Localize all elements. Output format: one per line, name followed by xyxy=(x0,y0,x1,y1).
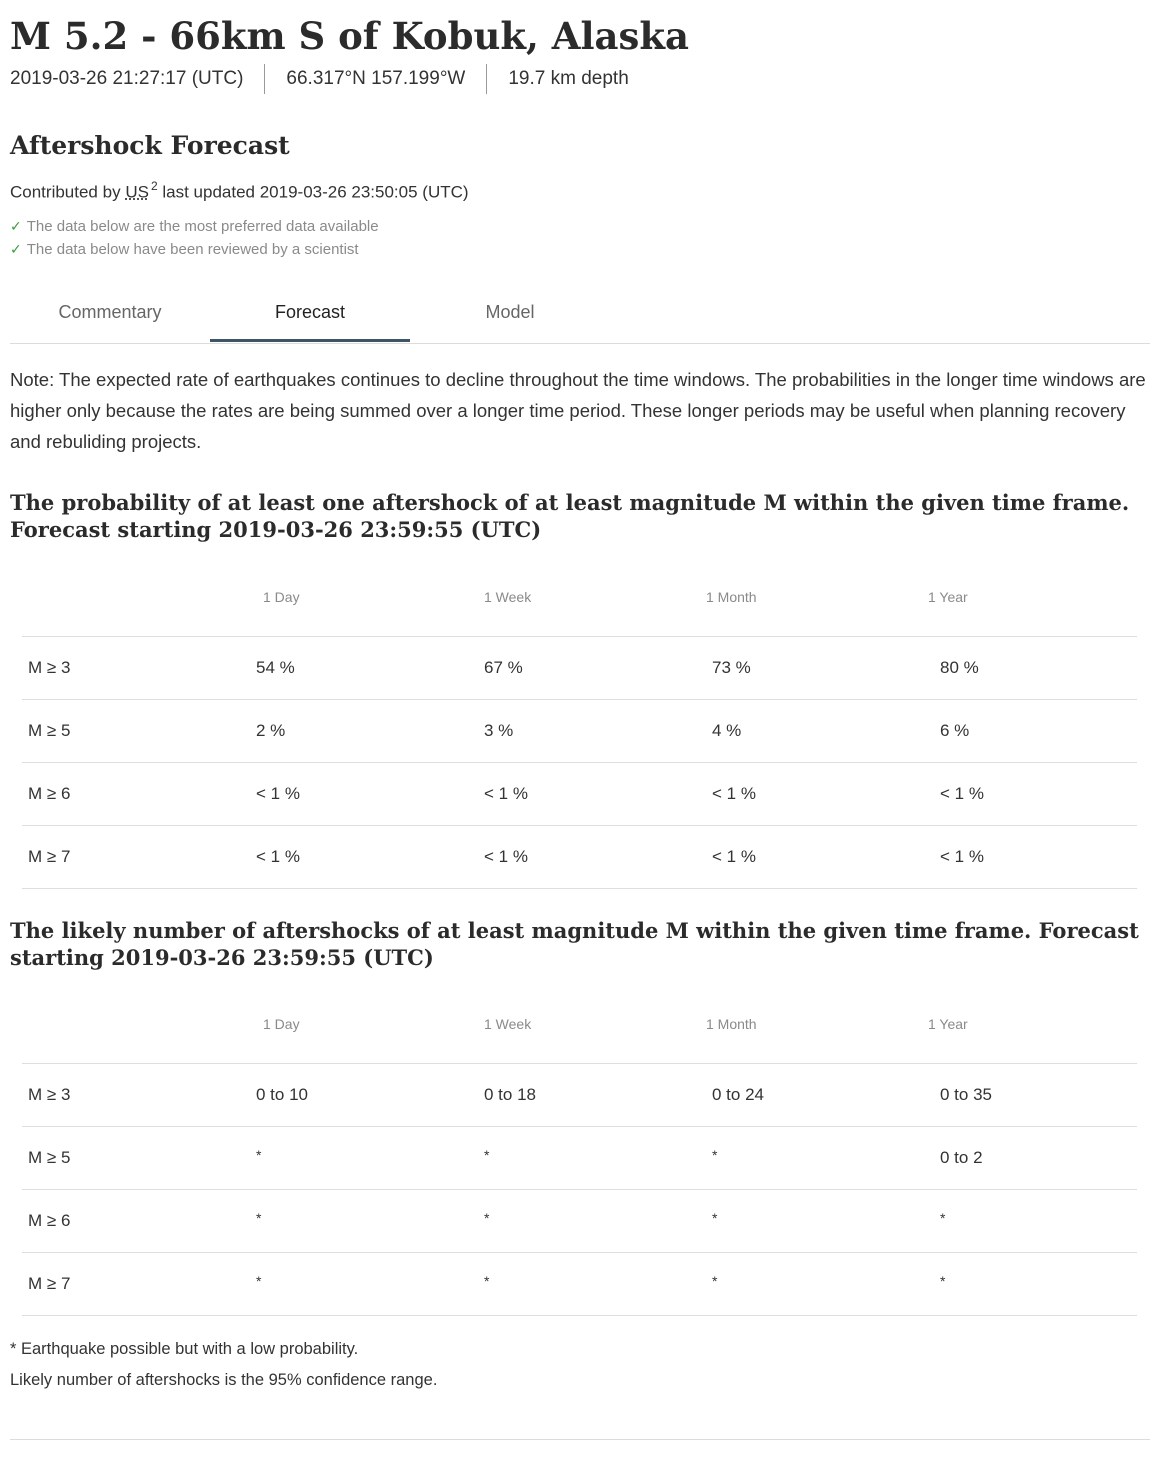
table-cell: < 1 % xyxy=(256,847,300,866)
column-header: 1 Month xyxy=(706,1016,757,1032)
table-row xyxy=(22,700,1137,763)
column-header: 1 Week xyxy=(484,1016,532,1032)
table-row xyxy=(22,826,1137,889)
table-cell: 0 to 2 xyxy=(940,1148,983,1167)
probability-table-heading: The probability of at least one aftershock of at least magnitude M within the given time frame. Forecast starting 2019-03-26 23:59:55 (UTC) xyxy=(10,490,1130,542)
tab-model[interactable]: Model xyxy=(485,302,535,322)
event-time: 2019-03-26 21:27:17 (UTC) xyxy=(10,68,244,89)
event-depth: 19.7 km depth xyxy=(508,68,629,89)
column-header: 1 Day xyxy=(263,589,300,605)
table-cell: * xyxy=(484,1210,490,1226)
table-row xyxy=(22,1127,1137,1190)
table-cell: < 1 % xyxy=(712,784,756,803)
network-abbr[interactable]: US xyxy=(125,182,149,202)
table-cell: 0 to 10 xyxy=(256,1085,308,1104)
table-cell: * xyxy=(484,1273,490,1289)
table-cell: 0 to 24 xyxy=(712,1085,764,1104)
table-cell: < 1 % xyxy=(484,784,528,803)
column-header: 1 Day xyxy=(263,1016,300,1032)
tab-forecast[interactable]: Forecast xyxy=(210,288,410,342)
table-cell: 4 % xyxy=(712,721,742,740)
table-cell: 67 % xyxy=(484,658,523,677)
table-cell: < 1 % xyxy=(256,784,300,803)
section-title: Aftershock Forecast xyxy=(10,131,290,160)
column-header: 1 Year xyxy=(928,1016,968,1032)
table-row xyxy=(22,1064,1137,1127)
number-table-heading: The likely number of aftershocks of at least magnitude M within the given time frame. Forecast starting 2019-03-26 23:59:55 (UTC) xyxy=(10,918,1139,970)
column-header: 1 Month xyxy=(706,589,757,605)
event-title: M 5.2 - 66km S of Kobuk, Alaska xyxy=(10,14,689,58)
table-row xyxy=(22,763,1137,826)
table-cell: * xyxy=(940,1273,946,1289)
magnitude-cell: M ≥ 5 xyxy=(28,1148,71,1167)
magnitude-cell: M ≥ 7 xyxy=(28,1274,71,1293)
table-row xyxy=(22,637,1137,700)
magnitude-cell: M ≥ 3 xyxy=(28,1085,71,1104)
tab-bar xyxy=(10,288,1150,344)
table-header xyxy=(22,564,1137,637)
table-cell: 0 to 18 xyxy=(484,1085,536,1104)
table-cell: 2 % xyxy=(256,721,286,740)
tab-commentary[interactable]: Commentary xyxy=(58,302,162,322)
table-header xyxy=(22,991,1137,1064)
table-cell: 73 % xyxy=(712,658,751,677)
forecast-note: Note: The expected rate of earthquakes continues to decline throughout the time windows. The probabilities in the longer time windows are higher only because the rates are being summed over a longer time period. These longer periods may be useful when planning recovery and rebuliding projects. xyxy=(10,369,1146,452)
magnitude-cell: M ≥ 3 xyxy=(28,658,71,677)
table-cell: * xyxy=(256,1210,262,1226)
table-cell: * xyxy=(712,1210,718,1226)
number-table xyxy=(22,991,1137,1316)
table-cell: 54 % xyxy=(256,658,295,677)
probability-table xyxy=(22,564,1137,889)
column-header: 1 Year xyxy=(928,589,968,605)
meta-divider xyxy=(486,64,487,94)
magnitude-cell: M ≥ 5 xyxy=(28,721,71,740)
divider xyxy=(10,1439,1150,1440)
table-cell: * xyxy=(940,1210,946,1226)
table-cell: 3 % xyxy=(484,721,514,740)
contributor-line xyxy=(10,180,469,203)
table-cell: * xyxy=(484,1147,490,1163)
meta-divider xyxy=(264,64,265,94)
table-cell: * xyxy=(712,1147,718,1163)
table-row xyxy=(22,1190,1137,1253)
table-cell: * xyxy=(712,1273,718,1289)
footnote: * Earthquake possible but with a low probability. xyxy=(10,1340,359,1358)
check-icon: ✓ xyxy=(10,218,22,234)
footnote: Likely number of aftershocks is the 95% confidence range. xyxy=(10,1371,438,1389)
column-header: 1 Week xyxy=(484,589,532,605)
table-cell: < 1 % xyxy=(712,847,756,866)
magnitude-cell: M ≥ 7 xyxy=(28,847,71,866)
table-row xyxy=(22,1253,1137,1316)
review-text: The data below are the most preferred data available xyxy=(26,218,379,235)
review-status xyxy=(10,218,379,235)
review-text: The data below have been reviewed by a scientist xyxy=(26,241,359,258)
magnitude-cell: M ≥ 6 xyxy=(28,1211,71,1230)
contributed-prefix: Contributed by xyxy=(10,182,121,202)
table-cell: < 1 % xyxy=(484,847,528,866)
table-cell: * xyxy=(256,1147,262,1163)
table-cell: 80 % xyxy=(940,658,979,677)
table-cell: < 1 % xyxy=(940,847,984,866)
table-cell: < 1 % xyxy=(940,784,984,803)
table-cell: * xyxy=(256,1273,262,1289)
check-icon: ✓ xyxy=(10,241,22,257)
table-cell: 0 to 35 xyxy=(940,1085,992,1104)
event-location: 66.317°N 157.199°W xyxy=(286,68,466,89)
table-cell: 6 % xyxy=(940,721,970,740)
last-updated: last updated 2019-03-26 23:50:05 (UTC) xyxy=(162,182,469,202)
network-sup: 2 xyxy=(150,179,158,193)
event-meta xyxy=(10,64,629,94)
magnitude-cell: M ≥ 6 xyxy=(28,784,71,803)
review-status xyxy=(10,241,359,258)
